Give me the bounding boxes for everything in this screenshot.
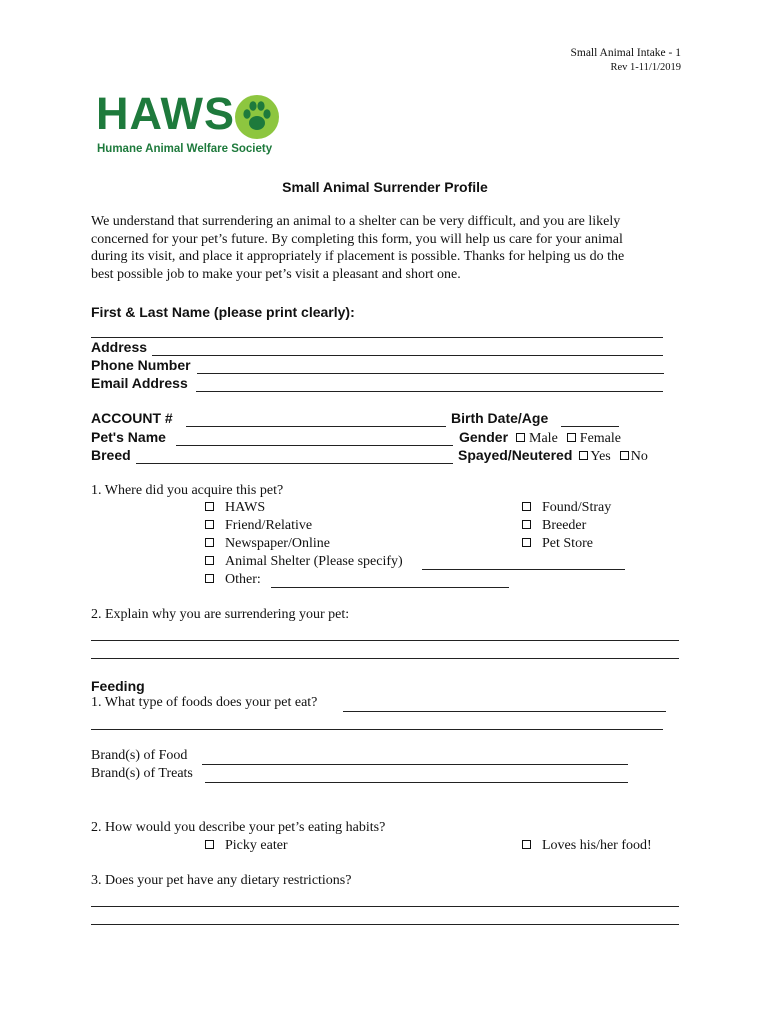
intro-paragraph xyxy=(91,213,671,283)
loves-food-option[interactable]: Loves his/her food! xyxy=(522,838,652,854)
header-revision: Rev 1-11/1/2019 xyxy=(610,62,681,73)
intro-line: We understand that surrendering an animal to a shelter can be very difficult, and you are likely xyxy=(91,214,621,229)
checkbox-icon[interactable] xyxy=(205,538,214,547)
eating-habits-question: 2. How would you describe your pet’s eating habits? xyxy=(91,820,386,835)
intro-line: concerned for your pet’s future. By completing this form, you will help us care for your animal xyxy=(91,231,623,247)
other-specify-field[interactable] xyxy=(271,587,509,588)
food-type-field[interactable] xyxy=(343,711,666,712)
acquire-option[interactable]: Newspaper/Online xyxy=(205,536,330,552)
logo-org-name: Humane Animal Welfare Society xyxy=(97,143,273,155)
checkbox-icon[interactable] xyxy=(205,574,214,583)
email-label: Email Address xyxy=(91,375,188,391)
intro-line: best possible job to make your pet’s visit a pleasant and short one. xyxy=(91,266,461,282)
acquire-option[interactable]: Animal Shelter (Please specify) xyxy=(205,554,403,570)
checkbox-icon[interactable] xyxy=(620,451,629,460)
gender-group xyxy=(459,429,621,447)
checkbox-icon[interactable] xyxy=(205,520,214,529)
breed-field[interactable] xyxy=(136,463,453,464)
dietary-restrictions-line[interactable] xyxy=(91,906,679,907)
phone-field[interactable] xyxy=(197,373,664,374)
gender-male-option[interactable]: Male xyxy=(516,431,558,446)
name-label: First & Last Name (please print clearly): xyxy=(91,304,355,320)
spayed-no-option[interactable]: No xyxy=(620,449,648,464)
checkbox-icon[interactable] xyxy=(205,556,214,565)
animal-shelter-specify-field[interactable] xyxy=(422,569,625,570)
dietary-restrictions-question: 3. Does your pet have any dietary restrictions? xyxy=(91,873,352,888)
email-field[interactable] xyxy=(196,391,663,392)
pet-name-label: Pet's Name xyxy=(91,429,166,445)
acquire-option[interactable]: Breeder xyxy=(522,518,586,534)
phone-label: Phone Number xyxy=(91,357,191,373)
brand-food-label: Brand(s) of Food xyxy=(91,748,188,763)
pet-name-field[interactable] xyxy=(176,445,453,446)
brand-treats-label: Brand(s) of Treats xyxy=(91,766,193,781)
acquire-option[interactable]: HAWS xyxy=(205,500,265,516)
header-page-label: Small Animal Intake - 1 xyxy=(570,47,681,59)
gender-female-option[interactable]: Female xyxy=(567,431,621,446)
brand-food-field[interactable] xyxy=(202,764,628,765)
address-field[interactable] xyxy=(152,355,663,356)
address-label: Address xyxy=(91,339,148,355)
spayed-yes-option[interactable]: Yes xyxy=(579,449,610,464)
spayed-group xyxy=(458,447,648,465)
food-type-line[interactable] xyxy=(91,729,663,730)
paw-icon xyxy=(234,94,280,140)
checkbox-icon[interactable] xyxy=(522,502,531,511)
checkbox-icon[interactable] xyxy=(205,840,214,849)
checkbox-icon[interactable] xyxy=(205,502,214,511)
spayed-label: Spayed/Neutered xyxy=(458,447,573,463)
acquire-option[interactable]: Friend/Relative xyxy=(205,518,312,534)
checkbox-icon[interactable] xyxy=(522,840,531,849)
acquire-option[interactable]: Pet Store xyxy=(522,536,593,552)
breed-label: Breed xyxy=(91,447,131,463)
intro-line: during its visit, and place it appropriately if placement is possible. Thanks for helping us do the xyxy=(91,249,625,264)
checkbox-icon[interactable] xyxy=(579,451,588,460)
birth-date-label: Birth Date/Age xyxy=(451,410,549,426)
food-type-question: 1. What type of foods does your pet eat? xyxy=(91,695,318,710)
logo-wordmark: HAWS xyxy=(96,88,235,139)
dietary-restrictions-line[interactable] xyxy=(91,924,679,925)
checkbox-icon[interactable] xyxy=(522,538,531,547)
form-title: Small Animal Surrender Profile xyxy=(282,179,488,195)
checkbox-icon[interactable] xyxy=(522,520,531,529)
acquire-option[interactable]: Found/Stray xyxy=(522,500,611,516)
birth-date-field[interactable] xyxy=(561,426,619,427)
surrender-reason-line[interactable] xyxy=(91,640,679,641)
checkbox-icon[interactable] xyxy=(567,433,576,442)
brand-treats-field[interactable] xyxy=(205,782,628,783)
account-field[interactable] xyxy=(186,426,446,427)
name-field[interactable] xyxy=(91,337,663,338)
acquire-option[interactable]: Other: xyxy=(205,572,261,588)
acquire-question: 1. Where did you acquire this pet? xyxy=(91,483,284,498)
picky-eater-option[interactable]: Picky eater xyxy=(205,838,288,854)
account-label: ACCOUNT # xyxy=(91,410,173,426)
haws-logo xyxy=(96,88,286,160)
surrender-reason-line[interactable] xyxy=(91,658,679,659)
surrender-reason-question: 2. Explain why you are surrendering your pet: xyxy=(91,607,350,622)
feeding-heading: Feeding xyxy=(91,678,145,694)
checkbox-icon[interactable] xyxy=(516,433,525,442)
gender-label: Gender xyxy=(459,429,509,445)
